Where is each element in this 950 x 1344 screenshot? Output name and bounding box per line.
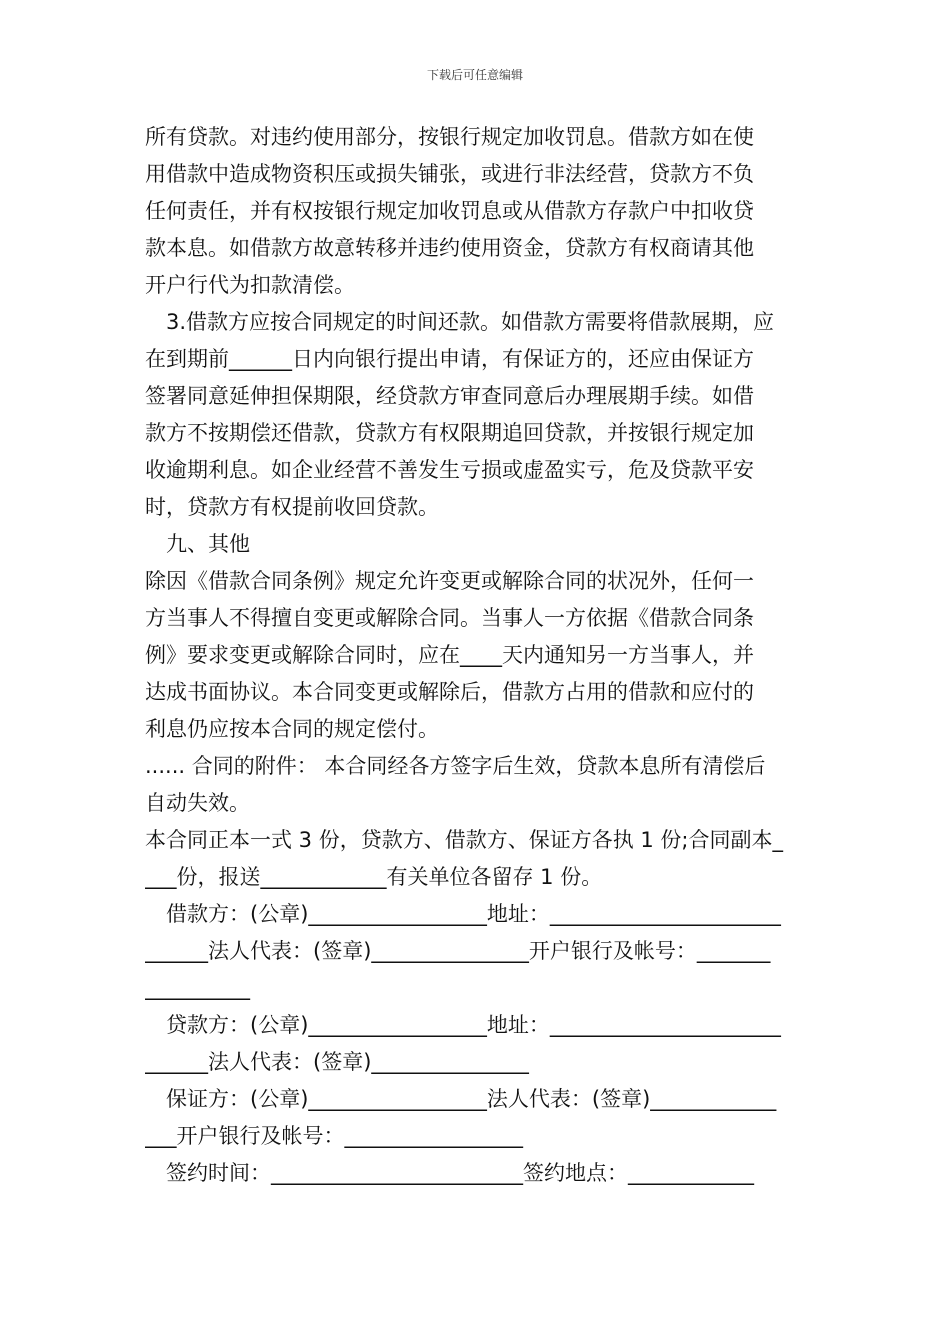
text-line: ___份，报送____________有关单位各留存 1 份。 [145,865,603,889]
text-line: ...... 合同的附件： 本合同经各方签字后生效，贷款本息所有清偿后 [145,754,766,778]
text-line: 除因《借款合同条例》规定允许变更或解除合同的状况外，任何一 [145,569,754,593]
text-line: 本合同正本一式 3 份，贷款方、借款方、保证方各执 1 份;合同副本_ [145,828,783,852]
text-line: 签约时间：________________________签约地点：____________ [166,1161,754,1185]
text-line: __________ [145,976,250,1000]
text-line: 例》要求变更或解除合同时，应在____天内通知另一方当事人，并 [145,643,754,667]
text-line: 自动失效。 [145,791,250,815]
document-body [145,119,807,1192]
text-line: 任何责任，并有权按银行规定加收罚息或从借款方存款户中扣收贷 [145,199,754,223]
text-line: 借款方：(公章)_________________地址：______________________ [166,902,781,926]
text-line: 收逾期利息。如企业经营不善发生亏损或虚盈实亏，危及贷款平安 [145,458,754,482]
text-line: 九、其他 [166,532,250,556]
text-line: 利息仍应按本合同的规定偿付。 [145,717,439,741]
text-line: ______法人代表：(签章)_______________ [145,1050,529,1074]
text-line: 时，贷款方有权提前收回贷款。 [145,495,439,519]
text-line: 方当事人不得擅自变更或解除合同。当事人一方依据《借款合同条 [145,606,754,630]
text-line: ______法人代表：(签章)_______________开户银行及帐号：_______ [145,939,771,963]
text-line: 保证方：(公章)_________________法人代表：(签章)____________ [166,1087,777,1111]
text-line: 款方不按期偿还借款，贷款方有权限期追回贷款，并按银行规定加 [145,421,754,445]
text-line: ___开户银行及帐号：_________________ [145,1124,523,1148]
text-line: 达成书面协议。本合同变更或解除后，借款方占用的借款和应付的 [145,680,754,704]
page-header-note: 下载后可任意编辑 [426,68,523,82]
text-line: 3.借款方应按合同规定的时间还款。如借款方需要将借款展期，应 [166,310,775,334]
text-line: 所有贷款。对违约使用部分，按银行规定加收罚息。借款方如在使 [145,125,754,149]
text-line: 在到期前______日内向银行提出申请，有保证方的，还应由保证方 [145,347,754,371]
text-line: 用借款中造成物资积压或损失铺张，或进行非法经营，贷款方不负 [145,162,754,186]
text-line: 款本息。如借款方故意转移并违约使用资金，贷款方有权商请其他 [145,236,754,260]
text-line: 签署同意延伸担保期限，经贷款方审查同意后办理展期手续。如借 [145,384,754,408]
text-line: 开户行代为扣款清偿。 [145,273,355,297]
text-line: 贷款方：(公章)_________________地址：______________________ [166,1013,781,1037]
